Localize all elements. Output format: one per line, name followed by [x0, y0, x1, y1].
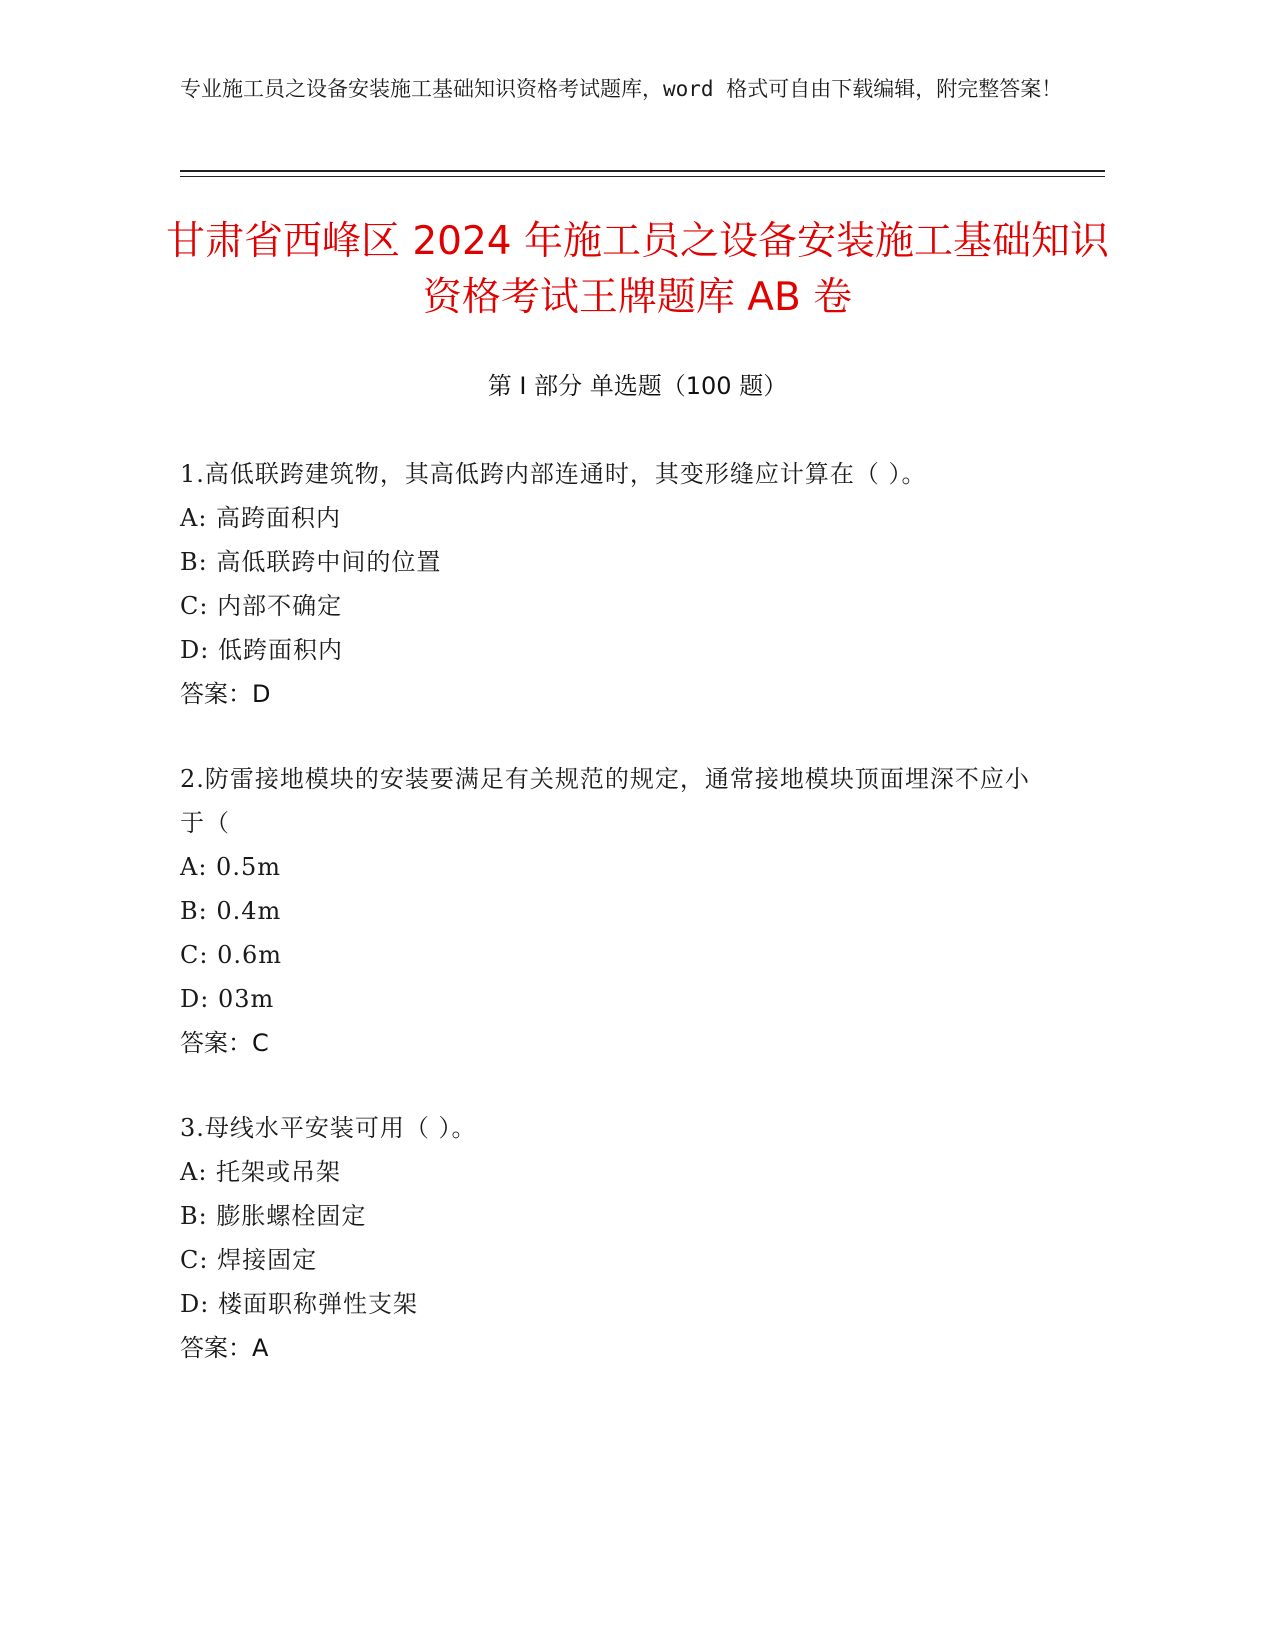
option-a: A: 0.5m — [180, 853, 281, 881]
option-b: B: 高低联跨中间的位置 — [180, 548, 442, 576]
option-c: C: 0.6m — [180, 941, 283, 969]
answer-line: 答案：D — [180, 680, 271, 708]
header-divider-thick — [180, 170, 1105, 172]
question-stem: 2.防雷接地模块的安装要满足有关规范的规定，通常接地模块顶面埋深不应小于（ — [180, 765, 1030, 837]
answer-line: 答案：A — [180, 1334, 269, 1362]
question-3 — [180, 1106, 1040, 1370]
header-divider-thin — [180, 176, 1105, 177]
question-1 — [180, 452, 1040, 716]
option-a: A: 高跨面积内 — [180, 504, 342, 532]
question-list — [180, 452, 1040, 1411]
section-heading: 第 I 部分 单选题（100 题） — [487, 372, 788, 400]
question-2 — [180, 757, 1040, 1065]
option-b: B: 0.4m — [180, 897, 282, 925]
answer-line: 答案：C — [180, 1029, 269, 1057]
header-note: 专业施工员之设备安装施工基础知识资格考试题库，word 格式可自由下载编辑，附完整答案！ — [180, 77, 1063, 101]
option-d: D: 03m — [180, 985, 275, 1013]
option-a: A: 托架或吊架 — [180, 1158, 342, 1186]
option-c: C: 焊接固定 — [180, 1246, 318, 1274]
question-stem: 1.高低联跨建筑物，其高低跨内部连通时，其变形缝应计算在（ ）。 — [180, 460, 927, 488]
option-c: C: 内部不确定 — [180, 592, 343, 620]
option-b: B: 膨胀螺栓固定 — [180, 1202, 367, 1230]
option-d: D: 楼面职称弹性支架 — [180, 1290, 418, 1318]
option-d: D: 低跨面积内 — [180, 636, 343, 664]
question-stem: 3.母线水平安装可用（ ）。 — [180, 1114, 477, 1142]
document-title: 甘肃省西峰区 2024 年施工员之设备安装施工基础知识资格考试王牌题库 AB 卷 — [165, 219, 1110, 320]
